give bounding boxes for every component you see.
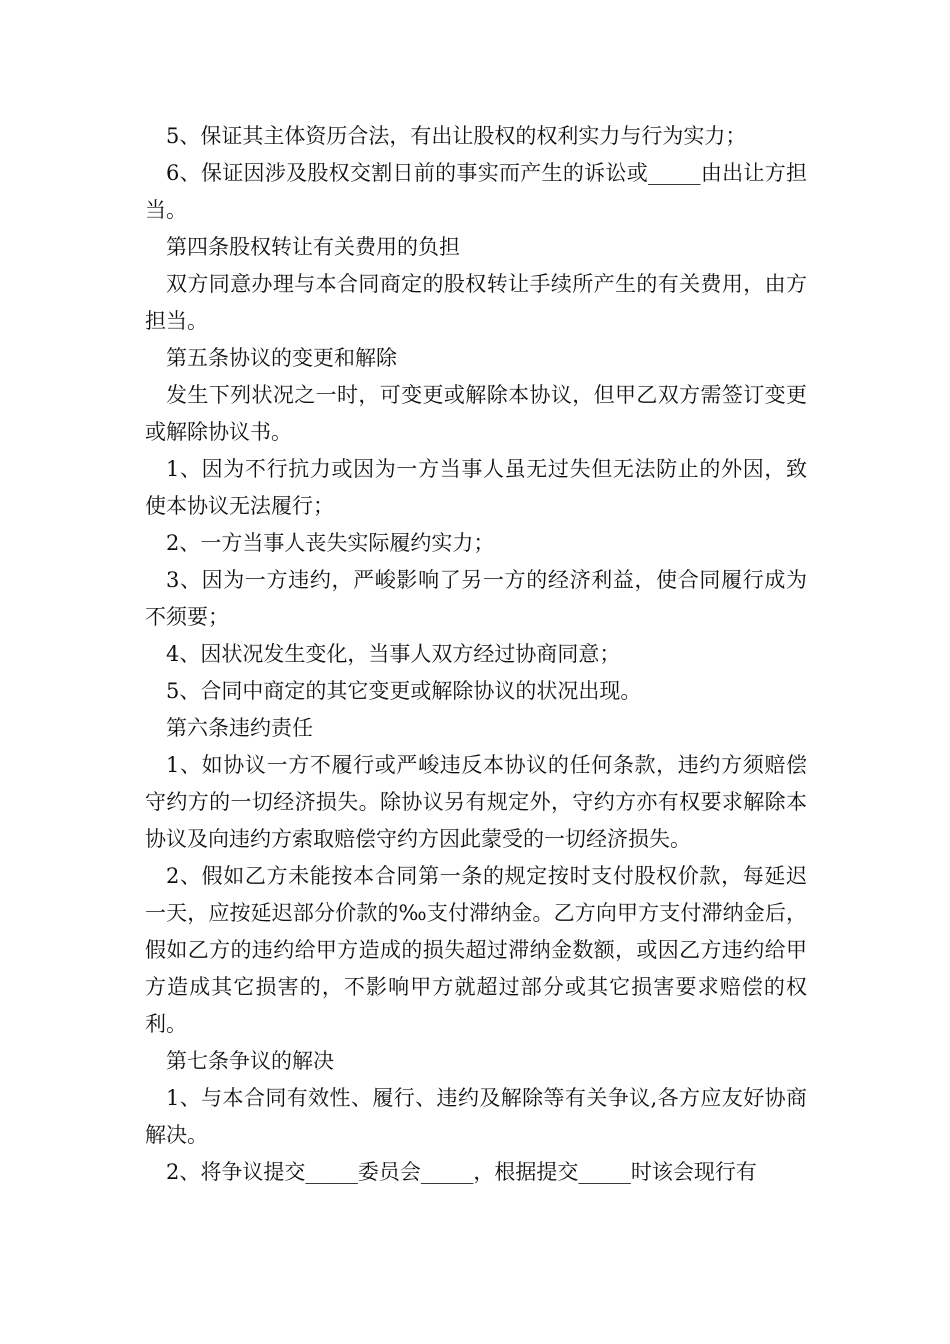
article-5-item-1: 1、因为不行抗力或因为一方当事人虽无过失但无法防止的外因，致使本协议无法履行；	[145, 457, 807, 518]
article-6-item-2: 2、假如乙方未能按本合同第一条的规定按时支付股权价款，每延迟一天，应按延迟部分价款的‰支付滞纳金。乙方向甲方支付滞纳金后，假如乙方的违约给甲方造成的损失超过滞纳金数额，或因乙方违约给甲方造成其它损害的，不影响甲方就超过部分或其它损害要求赔偿的权利。	[145, 864, 807, 1036]
article-5-intro: 发生下列状况之一时，可变更或解除本协议，但甲乙双方需签订变更或解除协议书。	[145, 383, 807, 444]
document-body	[145, 118, 807, 1191]
clause-guarantee-6: 6、保证因涉及股权交割日前的事实而产生的诉讼或_____由出让方担当。	[145, 161, 807, 222]
article-5-item-4: 4、因状况发生变化，当事人双方经过协商同意；	[166, 642, 621, 666]
article-4-heading: 第四条股权转让有关费用的负担	[166, 235, 460, 259]
article-7-item-2: 2、将争议提交_____委员会_____，根据提交_____时该会现行有	[166, 1160, 757, 1184]
article-5-item-5: 5、合同中商定的其它变更或解除协议的状况出现。	[166, 679, 642, 703]
article-4-text: 双方同意办理与本合同商定的股权转让手续所产生的有关费用，由方担当。	[145, 272, 807, 333]
article-7-heading: 第七条争议的解决	[166, 1049, 334, 1073]
article-7-item-1: 1、与本合同有效性、履行、违约及解除等有关争议,各方应友好协商解决。	[145, 1086, 807, 1147]
article-6-item-1: 1、如协议一方不履行或严峻违反本协议的任何条款，违约方须赔偿守约方的一切经济损失。除协议另有规定外，守约方亦有权要求解除本协议及向违约方索取赔偿守约方因此蒙受的一切经济损失。	[145, 753, 807, 851]
article-5-item-3: 3、因为一方违约，严峻影响了另一方的经济利益，使合同履行成为不须要；	[145, 568, 807, 629]
article-6-heading: 第六条违约责任	[166, 716, 313, 740]
clause-guarantee-5: 5、保证其主体资历合法，有出让股权的权利实力与行为实力；	[166, 124, 747, 148]
article-5-item-2: 2、一方当事人丧失实际履约实力；	[166, 531, 495, 555]
article-5-heading: 第五条协议的变更和解除	[166, 346, 397, 370]
